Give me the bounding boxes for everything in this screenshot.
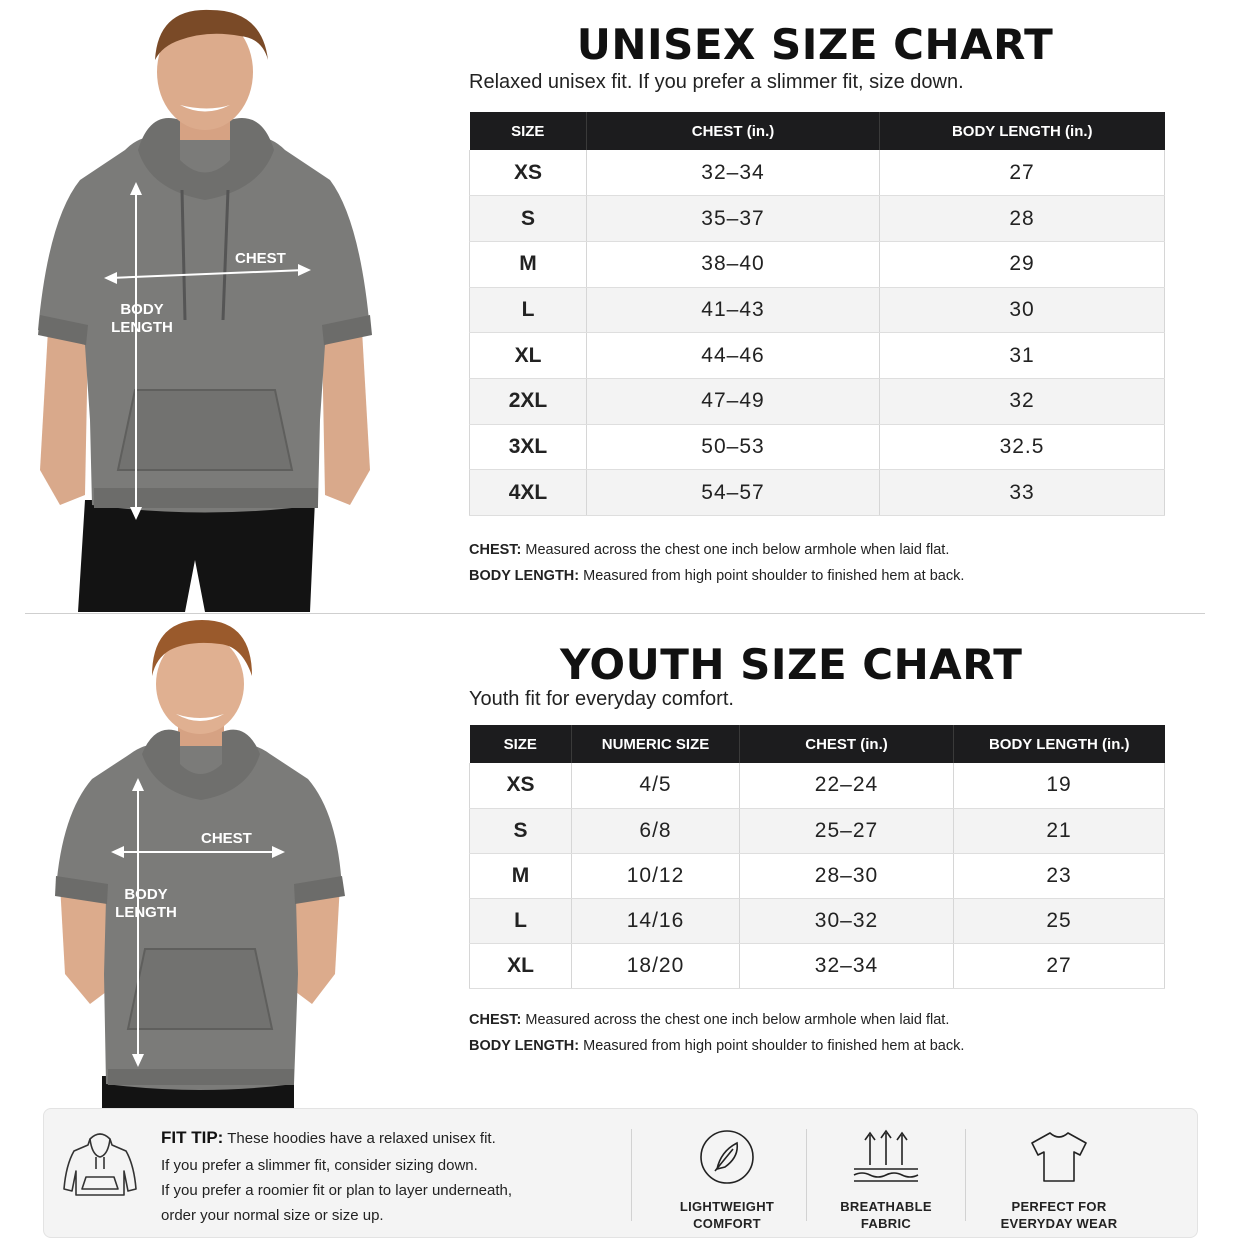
chest-cell: 25–27 xyxy=(740,808,954,853)
chest-cell: 47–49 xyxy=(587,378,880,424)
youth-header-size: SIZE xyxy=(470,725,572,763)
length-cell: 28 xyxy=(880,196,1165,242)
fit-tip-line-2: If you prefer a slimmer fit, consider sizing down. xyxy=(161,1157,478,1174)
youth-chest-note xyxy=(469,1007,964,1033)
length-cell: 29 xyxy=(880,241,1165,287)
table-row xyxy=(470,944,1165,989)
chest-cell: 30–32 xyxy=(740,899,954,944)
feature-everyday xyxy=(984,1129,1134,1232)
youth-length-note xyxy=(469,1033,964,1059)
youth-measure-notes xyxy=(469,1007,964,1059)
feature-lightweight xyxy=(662,1129,792,1232)
unisex-table-header-row xyxy=(470,112,1165,150)
feather-icon xyxy=(662,1129,792,1190)
table-row xyxy=(470,333,1165,379)
feature-breathable-line-2: FABRIC xyxy=(860,1216,912,1231)
feature-separator xyxy=(631,1129,632,1221)
youth-table-header-row xyxy=(470,725,1165,763)
youth-header-chest: CHEST (in.) xyxy=(740,725,954,763)
table-row xyxy=(470,470,1165,516)
chest-cell: 32–34 xyxy=(740,944,954,989)
table-row xyxy=(470,378,1165,424)
unisex-measure-notes xyxy=(469,537,964,589)
youth-chart-subtitle: Youth fit for everyday comfort. xyxy=(469,688,734,710)
size-cell: S xyxy=(470,808,572,853)
table-row xyxy=(470,241,1165,287)
feature-separator xyxy=(965,1129,966,1221)
numeric-cell: 18/20 xyxy=(572,944,740,989)
length-cell: 25 xyxy=(954,899,1165,944)
feature-everyday-line-2: EVERYDAY WEAR xyxy=(1000,1216,1118,1231)
table-row xyxy=(470,763,1165,808)
adult-body-measure-label-2: LENGTH xyxy=(111,319,173,336)
size-cell: XL xyxy=(470,944,572,989)
feature-breathable xyxy=(821,1129,951,1232)
unisex-chart-title: UNISEX SIZE CHART xyxy=(576,20,1054,69)
size-cell: 4XL xyxy=(470,470,587,516)
unisex-size-table xyxy=(469,112,1165,516)
chest-cell: 38–40 xyxy=(587,241,880,287)
breathable-icon xyxy=(821,1129,951,1190)
table-row xyxy=(470,424,1165,470)
length-cell: 27 xyxy=(880,150,1165,196)
table-row xyxy=(470,899,1165,944)
table-row xyxy=(470,808,1165,853)
chest-cell: 54–57 xyxy=(587,470,880,516)
feature-breathable-line-1: BREATHABLE xyxy=(840,1199,932,1214)
size-cell: 3XL xyxy=(470,424,587,470)
fit-tip-bar xyxy=(43,1108,1198,1238)
fit-tip-line-1 xyxy=(161,1125,512,1151)
length-cell: 32.5 xyxy=(880,424,1165,470)
chest-cell: 28–30 xyxy=(740,853,954,898)
fit-tip-text xyxy=(161,1125,512,1228)
size-cell: L xyxy=(470,287,587,333)
youth-chest-measure-label: CHEST xyxy=(201,830,252,847)
note-text: Measured from high point shoulder to finished hem at back. xyxy=(583,568,965,584)
unisex-header-body-length: BODY LENGTH (in.) xyxy=(880,112,1165,150)
adult-body-measure-label-1: BODY xyxy=(120,301,164,318)
youth-body-measure-label-1: BODY xyxy=(124,886,168,903)
table-row xyxy=(470,196,1165,242)
note-label: BODY LENGTH: xyxy=(469,568,580,584)
length-cell: 21 xyxy=(954,808,1165,853)
chest-cell: 22–24 xyxy=(740,763,954,808)
fit-tip-line-4: order your normal size or size up. xyxy=(161,1207,384,1224)
unisex-section xyxy=(0,0,1254,612)
chest-cell: 35–37 xyxy=(587,196,880,242)
feature-lightweight-line-2: COMFORT xyxy=(693,1216,761,1231)
size-cell: XS xyxy=(470,150,587,196)
unisex-chart-subtitle: Relaxed unisex fit. If you prefer a slimmer fit, size down. xyxy=(469,71,964,93)
numeric-cell: 14/16 xyxy=(572,899,740,944)
length-cell: 23 xyxy=(954,853,1165,898)
unisex-header-size: SIZE xyxy=(470,112,587,150)
length-cell: 32 xyxy=(880,378,1165,424)
feature-everyday-line-1: PERFECT FOR xyxy=(1011,1199,1107,1214)
size-cell: 2XL xyxy=(470,378,587,424)
size-cell: L xyxy=(470,899,572,944)
note-label: BODY LENGTH: xyxy=(469,1038,580,1054)
length-cell: 19 xyxy=(954,763,1165,808)
numeric-cell: 4/5 xyxy=(572,763,740,808)
chest-cell: 32–34 xyxy=(587,150,880,196)
youth-section xyxy=(0,614,1254,1108)
numeric-cell: 10/12 xyxy=(572,853,740,898)
fit-tip-line-3: If you prefer a roomier fit or plan to layer underneath, xyxy=(161,1182,513,1199)
note-label: CHEST: xyxy=(469,1012,522,1028)
unisex-chest-note xyxy=(469,537,964,563)
numeric-cell: 6/8 xyxy=(572,808,740,853)
youth-header-body-length: BODY LENGTH (in.) xyxy=(954,725,1165,763)
length-cell: 27 xyxy=(954,944,1165,989)
size-cell: XL xyxy=(470,333,587,379)
adult-chest-measure-label: CHEST xyxy=(235,250,286,267)
note-label: CHEST: xyxy=(469,542,522,558)
youth-chart-title: YOUTH SIZE CHART xyxy=(560,640,1023,689)
unisex-length-note xyxy=(469,563,964,589)
size-cell: M xyxy=(470,853,572,898)
note-text: Measured across the chest one inch below armhole when laid flat. xyxy=(525,542,950,558)
size-cell: XS xyxy=(470,763,572,808)
chest-cell: 41–43 xyxy=(587,287,880,333)
fit-tip-label: FIT TIP: xyxy=(161,1128,224,1147)
tshirt-icon xyxy=(984,1129,1134,1190)
feature-separator xyxy=(806,1129,807,1221)
youth-size-table xyxy=(469,725,1165,989)
length-cell: 30 xyxy=(880,287,1165,333)
feature-lightweight-line-1: LIGHTWEIGHT xyxy=(679,1199,775,1214)
length-cell: 31 xyxy=(880,333,1165,379)
hoodie-outline-icon xyxy=(62,1131,138,1204)
table-row xyxy=(470,853,1165,898)
youth-header-numeric-size: NUMERIC SIZE xyxy=(572,725,740,763)
note-text: Measured from high point shoulder to finished hem at back. xyxy=(583,1038,965,1054)
table-row xyxy=(470,150,1165,196)
adult-model-photo xyxy=(30,0,380,612)
fit-tip-line-1-text: These hoodies have a relaxed unisex fit. xyxy=(227,1130,496,1147)
youth-model-photo xyxy=(50,614,350,1108)
table-row xyxy=(470,287,1165,333)
length-cell: 33 xyxy=(880,470,1165,516)
youth-body-measure-label-2: LENGTH xyxy=(115,904,177,921)
unisex-header-chest: CHEST (in.) xyxy=(587,112,880,150)
chest-cell: 44–46 xyxy=(587,333,880,379)
size-cell: S xyxy=(470,196,587,242)
size-cell: M xyxy=(470,241,587,287)
note-text: Measured across the chest one inch below armhole when laid flat. xyxy=(525,1012,950,1028)
chest-cell: 50–53 xyxy=(587,424,880,470)
